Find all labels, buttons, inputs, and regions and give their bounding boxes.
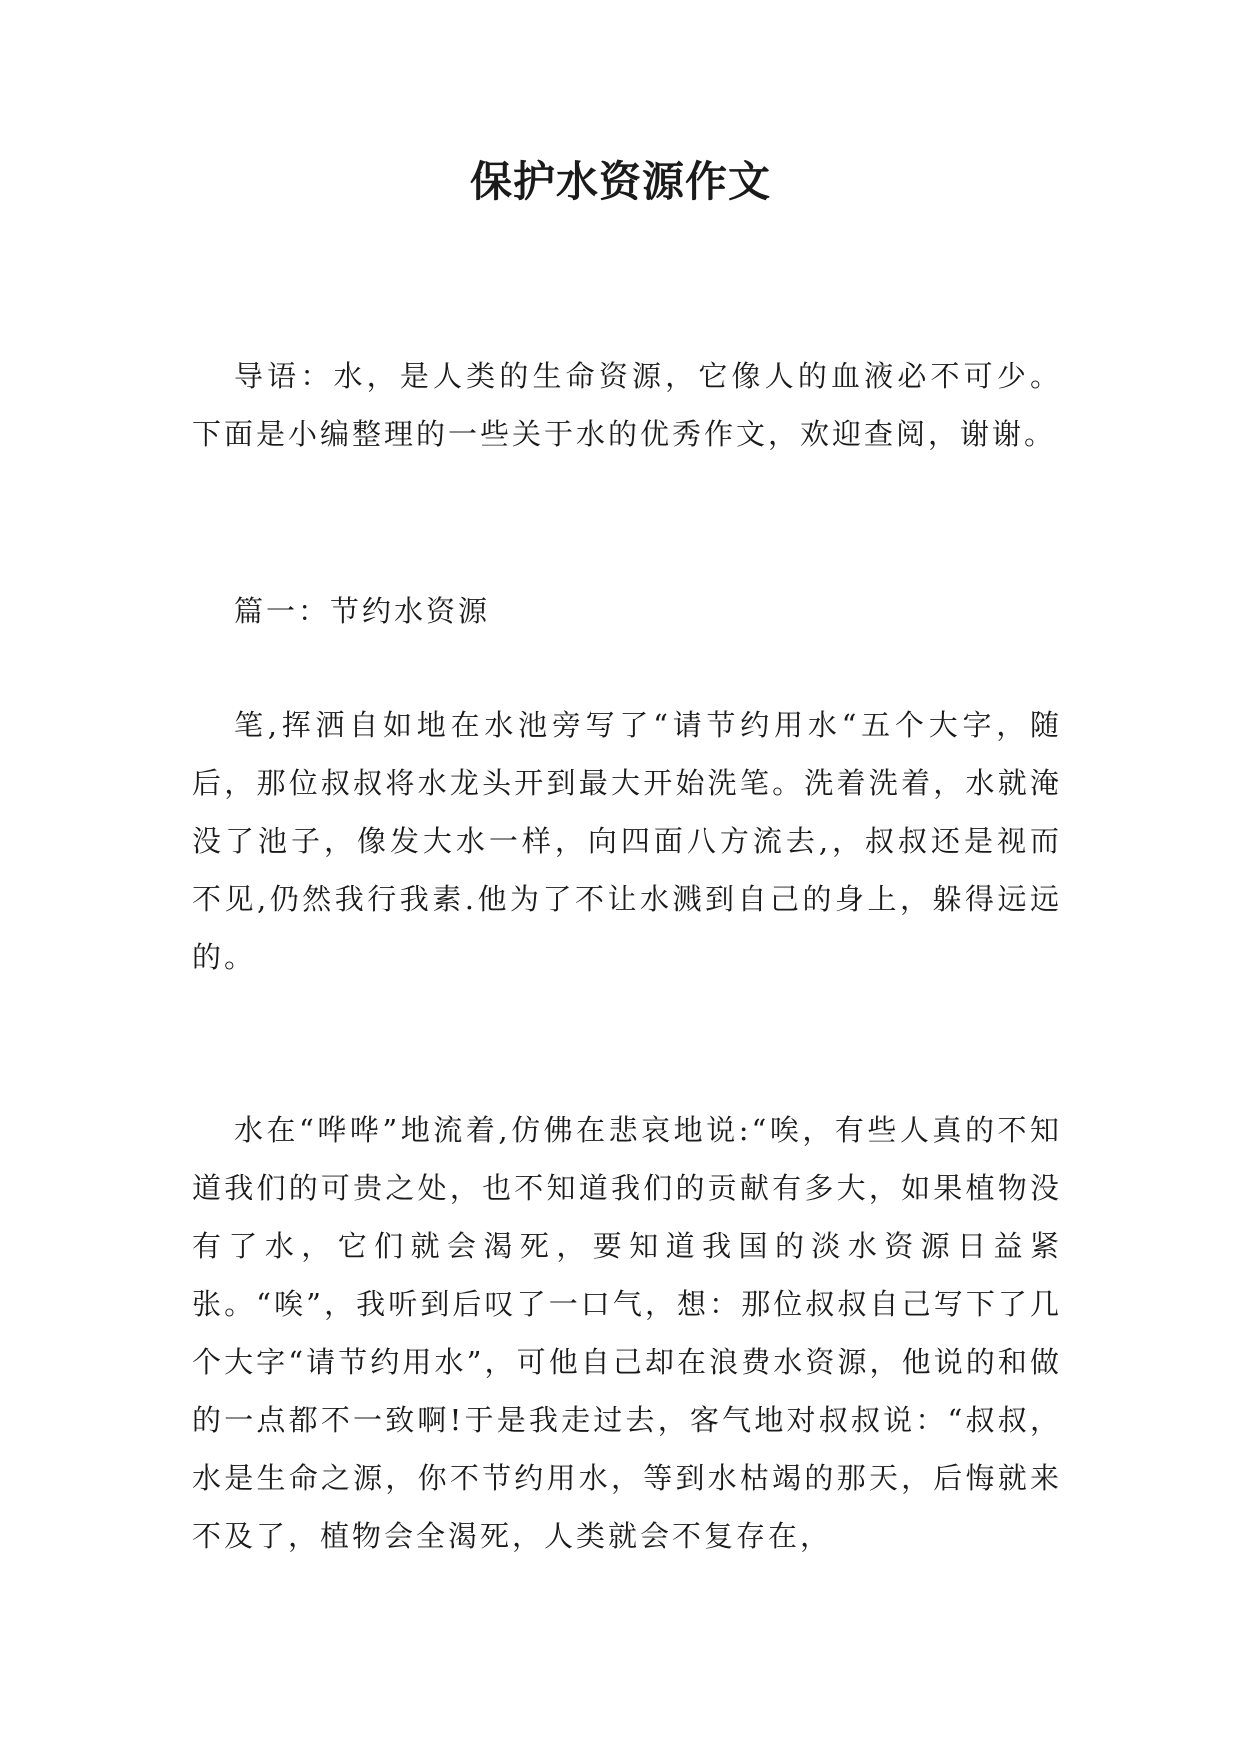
body-paragraph-2: 水在“哗哗”地流着,仿佛在悲哀地说:“唉，有些人真的不知道我们的可贵之处，也不知道我们的贡献有多大，如果植物没有了水，它们就会渴死，要知道我国的淡水资源日益紧张。“唉”，我听到后叹了一口气，想：那位叔叔自己写下了几个大字“请节约用水”，可他自己却在浪费水资源，他说的和做的一点都不一致啊!于是我走过去，客气地对叔叔说：“叔叔，水是生命之源，你不节约用水，等到水枯竭的那天，后悔就来不及了，植物会全渴死，人类就会不复存在， <box>192 1113 1062 1553</box>
section-title: 篇一：节约水资源 <box>234 594 491 628</box>
document-title: 保护水资源作文 <box>469 157 771 206</box>
body-paragraph-1: 笔,挥洒自如地在水池旁写了“请节约用水“五个大字，随后，那位叔叔将水龙头开到最大开始洗笔。洗着洗着，水就淹没了池子，像发大水一样，向四面八方流去,，叔叔还是视而不见,仍然我行我素.他为了不让水溅到自己的身上，躲得远远的。 <box>192 708 1062 974</box>
intro-paragraph: 导语：水，是人类的生命资源，它像人的血液必不可少。下面是小编整理的一些关于水的优秀作文，欢迎查阅，谢谢。 <box>192 359 1062 451</box>
